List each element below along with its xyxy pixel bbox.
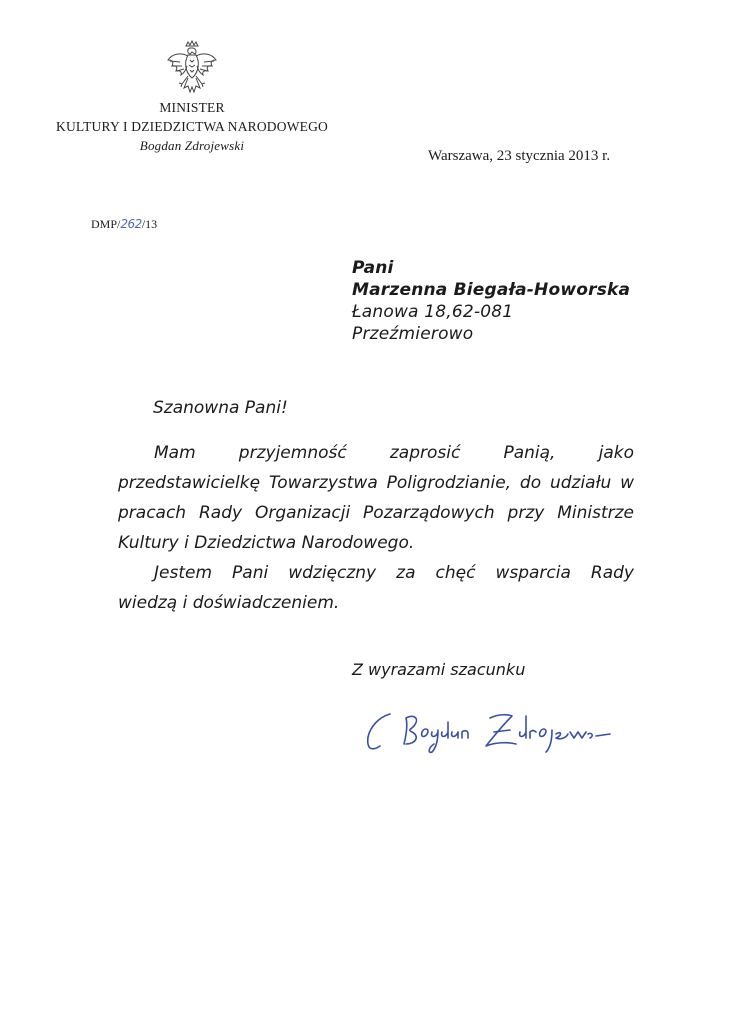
paragraph-line: Mam przyjemność zaprosić Panią, jako (154, 443, 634, 463)
polish-eagle-icon (166, 40, 218, 100)
reference-prefix: DMP/ (91, 217, 121, 231)
paragraph-line: przedstawicielkę Towarzystwa Poligrodzianie, do udziału w (118, 473, 634, 493)
reference-suffix: /13 (141, 217, 158, 231)
letterhead-title: MINISTER (159, 100, 225, 115)
closing-phrase: Z wyrazami szacunku (352, 660, 526, 679)
recipient-city: Przeźmierowo (352, 324, 474, 344)
signature (362, 702, 614, 760)
paragraph-line: Jestem Pani wdzięczny za chęć wsparcia Rady (154, 563, 634, 583)
recipient-street: Łanowa 18,62-081 (352, 302, 514, 322)
recipient-title: Pani (352, 258, 394, 278)
letterhead-minister-name: Bogdan Zdrojewski (139, 138, 245, 153)
paragraph-invitation (118, 438, 634, 558)
recipient-name: Marzenna Biegała-Howorska (352, 280, 631, 300)
paragraph-gratitude (118, 558, 634, 618)
paragraph-line: Kultury i Dziedzictwa Narodowego. (118, 533, 415, 553)
letterhead-ministry: KULTURY I DZIEDZICTWA NARODOWEGO (56, 119, 328, 134)
date-line: Warszawa, 23 stycznia 2013 r. (428, 148, 611, 164)
reference-handwritten-number: 262 (120, 217, 142, 231)
salutation: Szanowna Pani! (153, 398, 288, 418)
paragraph-line: wiedzą i doświadczeniem. (118, 593, 340, 613)
reference-number (91, 217, 157, 232)
paragraph-line: pracach Rady Organizacji Pozarządowych przy Ministrze (118, 503, 634, 523)
